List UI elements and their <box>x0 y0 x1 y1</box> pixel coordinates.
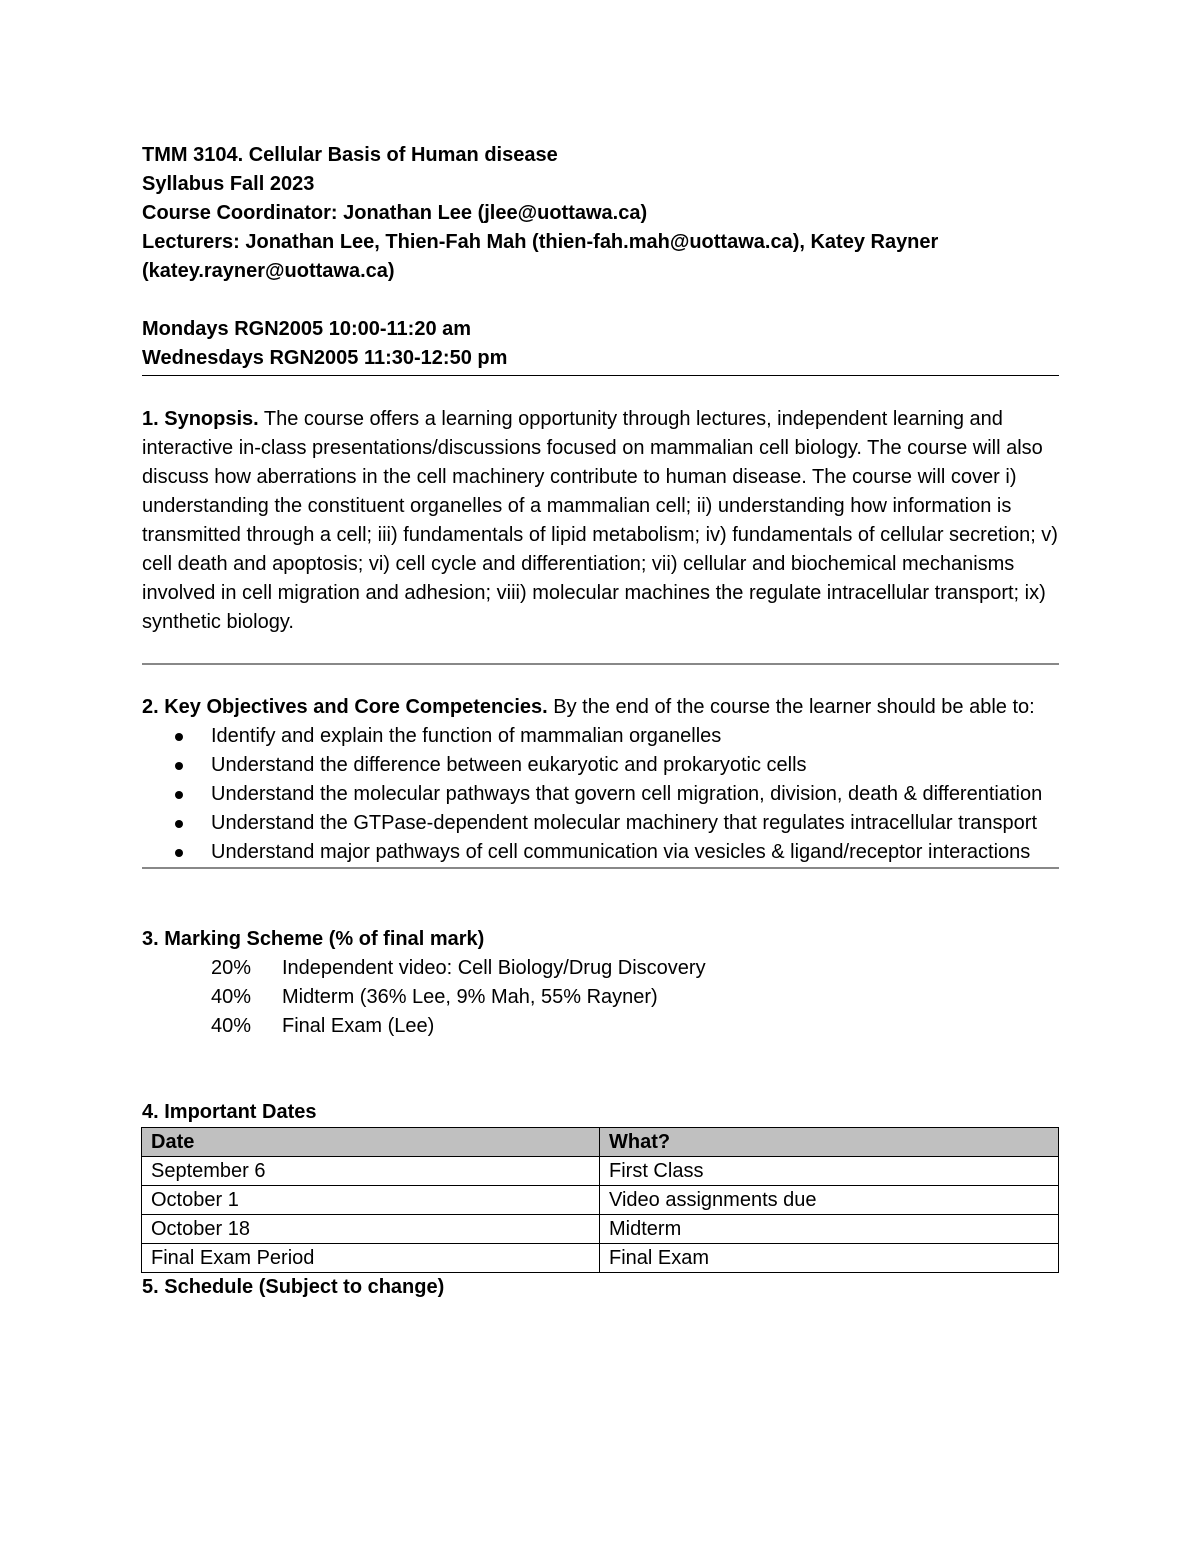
synopsis-heading: 1. Synopsis. <box>142 408 259 430</box>
bullet-icon <box>175 849 183 857</box>
syllabus-term: Syllabus Fall 2023 <box>142 173 315 195</box>
objective-text: Identify and explain the function of mammalian organelles <box>211 725 722 747</box>
lecturers-line-2: (katey.rayner@uottawa.ca) <box>142 260 395 282</box>
bullet-icon <box>175 791 183 799</box>
table-cell: October 18 <box>142 1215 600 1244</box>
objectives-section <box>142 693 1059 867</box>
objective-text: Understand the difference between eukaryotic and prokaryotic cells <box>211 754 807 776</box>
divider <box>142 663 1059 665</box>
table-cell: September 6 <box>142 1157 600 1186</box>
list-item <box>142 751 1059 780</box>
marking-percent: 20% <box>211 957 252 979</box>
dates-heading: 4. Important Dates <box>142 1101 317 1123</box>
marking-item <box>142 1012 1059 1041</box>
list-item <box>142 780 1059 809</box>
marking-percent: 40% <box>211 986 252 1008</box>
objectives-intro-paragraph <box>142 693 1059 722</box>
marking-label: Final Exam (Lee) <box>282 1015 435 1037</box>
objective-text: Understand major pathways of cell communication via vesicles & ligand/receptor interactions <box>211 841 1031 863</box>
column-header-date: Date <box>142 1128 600 1157</box>
synopsis-body: The course offers a learning opportunity through lectures, independent learning and interactive in-class presentations/discussions focused on mammalian cell biology. The course will also discuss how aberrations in the cell machinery contribute to human disease. The course will cover i) understanding the constituent organelles of a mammalian cell; ii) understanding how information is transmitted through a cell; iii) fundamentals of lipid metabolism; iv) fundamentals of cellular secretion; v) cell death and apoptosis; vi) cell cycle and differentiation; vii) cellular and biochemical mechanisms involved in cell migration and adhesion; viii) molecular machines the regulate intracellular transport; ix) synthetic biology. <box>142 408 1058 633</box>
objectives-heading: 2. Key Objectives and Core Competencies. <box>142 696 548 718</box>
list-item <box>142 809 1059 838</box>
spacer <box>142 286 1059 315</box>
divider <box>142 375 1059 376</box>
marking-item <box>142 954 1059 983</box>
table-cell: Final Exam Period <box>142 1244 600 1273</box>
table-header-row <box>142 1128 1059 1157</box>
marking-label: Independent video: Cell Biology/Drug Discovery <box>282 957 706 979</box>
marking-section <box>142 925 1059 1041</box>
course-header <box>142 141 1059 373</box>
dates-table <box>141 1127 1059 1273</box>
table-cell: Midterm <box>600 1215 1059 1244</box>
table-row <box>142 1244 1059 1273</box>
column-header-what: What? <box>600 1128 1059 1157</box>
table-row <box>142 1157 1059 1186</box>
dates-section <box>142 1098 1059 1302</box>
marking-item <box>142 983 1059 1012</box>
list-item <box>142 722 1059 751</box>
marking-list <box>142 954 1059 1041</box>
document-body <box>142 141 1059 1302</box>
marking-label: Midterm (36% Lee, 9% Mah, 55% Rayner) <box>282 986 658 1008</box>
table-cell: October 1 <box>142 1186 600 1215</box>
lecturers-line-1: Lecturers: Jonathan Lee, Thien-Fah Mah (thien-fah.mah@uottawa.ca), Katey Rayner <box>142 231 939 253</box>
objective-text: Understand the molecular pathways that govern cell migration, division, death & differentiation <box>211 783 1043 805</box>
schedule-monday: Mondays RGN2005 10:00-11:20 am <box>142 318 472 340</box>
course-coordinator: Course Coordinator: Jonathan Lee (jlee@uottawa.ca) <box>142 202 648 224</box>
list-item <box>142 838 1059 867</box>
bullet-icon <box>175 762 183 770</box>
objective-text: Understand the GTPase-dependent molecular machinery that regulates intracellular transport <box>211 812 1037 834</box>
table-row <box>142 1215 1059 1244</box>
marking-heading: 3. Marking Scheme (% of final mark) <box>142 928 485 950</box>
synopsis-section <box>142 405 1059 637</box>
schedule-wednesday: Wednesdays RGN2005 11:30-12:50 pm <box>142 347 508 369</box>
objectives-list <box>142 722 1059 867</box>
bullet-icon <box>175 733 183 741</box>
divider <box>142 867 1059 869</box>
course-title: TMM 3104. Cellular Basis of Human disease <box>142 144 558 166</box>
table-row <box>142 1186 1059 1215</box>
table-cell: Video assignments due <box>600 1186 1059 1215</box>
table-cell: Final Exam <box>600 1244 1059 1273</box>
marking-percent: 40% <box>211 1015 252 1037</box>
synopsis-paragraph <box>142 405 1059 637</box>
bullet-icon <box>175 820 183 828</box>
objectives-intro: By the end of the course the learner should be able to: <box>547 696 1035 718</box>
schedule-heading: 5. Schedule (Subject to change) <box>142 1276 445 1298</box>
table-cell: First Class <box>600 1157 1059 1186</box>
